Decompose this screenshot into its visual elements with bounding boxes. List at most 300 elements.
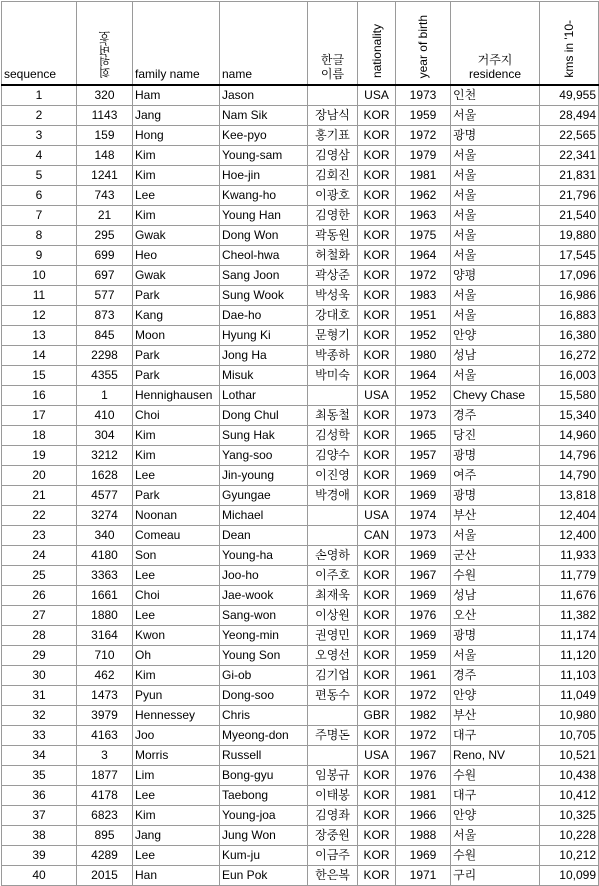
cell-kms[interactable]: 10,325 — [540, 806, 599, 826]
cell-family-name[interactable]: Lee — [133, 846, 220, 866]
cell-residence[interactable]: 광명 — [451, 486, 540, 506]
cell-kms[interactable]: 16,986 — [540, 286, 599, 306]
cell-family-name[interactable]: Gwak — [133, 266, 220, 286]
cell-nationality[interactable]: KOR — [358, 686, 396, 706]
cell-member-number[interactable]: 697 — [77, 266, 133, 286]
cell-name[interactable]: Jason — [220, 85, 308, 106]
cell-korean-name[interactable]: 손영하 — [308, 546, 358, 566]
cell-korean-name[interactable] — [308, 506, 358, 526]
cell-family-name[interactable]: Moon — [133, 326, 220, 346]
cell-korean-name[interactable]: 강대호 — [308, 306, 358, 326]
cell-family-name[interactable]: Ham — [133, 85, 220, 106]
cell-sequence[interactable]: 38 — [2, 826, 77, 846]
cell-residence[interactable]: 서울 — [451, 246, 540, 266]
cell-sequence[interactable]: 9 — [2, 246, 77, 266]
cell-sequence[interactable]: 20 — [2, 466, 77, 486]
cell-year-of-birth[interactable]: 1973 — [396, 406, 451, 426]
cell-korean-name[interactable]: 홍기표 — [308, 126, 358, 146]
cell-sequence[interactable]: 29 — [2, 646, 77, 666]
cell-family-name[interactable]: Park — [133, 366, 220, 386]
cell-nationality[interactable]: KOR — [358, 426, 396, 446]
cell-kms[interactable]: 49,955 — [540, 85, 599, 106]
cell-sequence[interactable]: 1 — [2, 85, 77, 106]
cell-residence[interactable]: 수원 — [451, 566, 540, 586]
cell-residence[interactable]: 부산 — [451, 706, 540, 726]
cell-family-name[interactable]: Park — [133, 486, 220, 506]
cell-korean-name[interactable]: 이태봉 — [308, 786, 358, 806]
cell-name[interactable]: Kee-pyo — [220, 126, 308, 146]
cell-kms[interactable]: 28,494 — [540, 106, 599, 126]
cell-nationality[interactable]: KOR — [358, 586, 396, 606]
cell-member-number[interactable]: 21 — [77, 206, 133, 226]
cell-member-number[interactable]: 4180 — [77, 546, 133, 566]
cell-year-of-birth[interactable]: 1963 — [396, 206, 451, 226]
cell-nationality[interactable]: KOR — [358, 766, 396, 786]
cell-sequence[interactable]: 33 — [2, 726, 77, 746]
cell-korean-name[interactable]: 박경애 — [308, 486, 358, 506]
cell-year-of-birth[interactable]: 1952 — [396, 326, 451, 346]
cell-year-of-birth[interactable]: 1959 — [396, 646, 451, 666]
cell-kms[interactable]: 14,796 — [540, 446, 599, 466]
cell-name[interactable]: Myeong-don — [220, 726, 308, 746]
cell-nationality[interactable]: USA — [358, 506, 396, 526]
cell-member-number[interactable]: 1 — [77, 386, 133, 406]
cell-sequence[interactable]: 40 — [2, 866, 77, 886]
cell-member-number[interactable]: 304 — [77, 426, 133, 446]
cell-nationality[interactable]: USA — [358, 85, 396, 106]
cell-korean-name[interactable] — [308, 85, 358, 106]
cell-nationality[interactable]: CAN — [358, 526, 396, 546]
cell-kms[interactable]: 12,400 — [540, 526, 599, 546]
cell-member-number[interactable]: 3 — [77, 746, 133, 766]
cell-member-number[interactable]: 6823 — [77, 806, 133, 826]
cell-nationality[interactable]: KOR — [358, 346, 396, 366]
cell-residence[interactable]: 오산 — [451, 606, 540, 626]
cell-nationality[interactable]: KOR — [358, 206, 396, 226]
cell-member-number[interactable]: 4178 — [77, 786, 133, 806]
cell-member-number[interactable]: 1241 — [77, 166, 133, 186]
cell-sequence[interactable]: 25 — [2, 566, 77, 586]
cell-kms[interactable]: 17,545 — [540, 246, 599, 266]
cell-year-of-birth[interactable]: 1981 — [396, 166, 451, 186]
cell-name[interactable]: Dong Chul — [220, 406, 308, 426]
cell-sequence[interactable]: 34 — [2, 746, 77, 766]
cell-korean-name[interactable]: 장중원 — [308, 826, 358, 846]
cell-year-of-birth[interactable]: 1979 — [396, 146, 451, 166]
cell-korean-name[interactable]: 허철화 — [308, 246, 358, 266]
cell-korean-name[interactable]: 이주호 — [308, 566, 358, 586]
cell-sequence[interactable]: 36 — [2, 786, 77, 806]
cell-nationality[interactable]: USA — [358, 746, 396, 766]
cell-korean-name[interactable]: 최동철 — [308, 406, 358, 426]
cell-year-of-birth[interactable]: 1972 — [396, 686, 451, 706]
cell-korean-name[interactable]: 이진영 — [308, 466, 358, 486]
cell-residence[interactable]: 구리 — [451, 866, 540, 886]
cell-nationality[interactable]: KOR — [358, 786, 396, 806]
cell-family-name[interactable]: Heo — [133, 246, 220, 266]
header-family-name[interactable]: family name — [133, 2, 220, 86]
cell-year-of-birth[interactable]: 1969 — [396, 486, 451, 506]
cell-nationality[interactable]: KOR — [358, 646, 396, 666]
cell-sequence[interactable]: 35 — [2, 766, 77, 786]
cell-sequence[interactable]: 17 — [2, 406, 77, 426]
header-residence[interactable]: 거주지 residence — [451, 2, 540, 86]
header-member-number[interactable]: 회원번호 — [77, 2, 133, 86]
cell-year-of-birth[interactable]: 1976 — [396, 606, 451, 626]
cell-kms[interactable]: 13,818 — [540, 486, 599, 506]
cell-korean-name[interactable]: 김회진 — [308, 166, 358, 186]
cell-residence[interactable]: 안양 — [451, 806, 540, 826]
cell-sequence[interactable]: 19 — [2, 446, 77, 466]
cell-member-number[interactable]: 3979 — [77, 706, 133, 726]
cell-kms[interactable]: 16,003 — [540, 366, 599, 386]
cell-family-name[interactable]: Kim — [133, 446, 220, 466]
cell-kms[interactable]: 16,272 — [540, 346, 599, 366]
cell-nationality[interactable]: KOR — [358, 806, 396, 826]
cell-member-number[interactable]: 1880 — [77, 606, 133, 626]
cell-residence[interactable]: 광명 — [451, 626, 540, 646]
cell-sequence[interactable]: 4 — [2, 146, 77, 166]
cell-member-number[interactable]: 410 — [77, 406, 133, 426]
cell-nationality[interactable]: KOR — [358, 486, 396, 506]
cell-name[interactable]: Yang-soo — [220, 446, 308, 466]
cell-sequence[interactable]: 3 — [2, 126, 77, 146]
cell-year-of-birth[interactable]: 1951 — [396, 306, 451, 326]
cell-kms[interactable]: 11,120 — [540, 646, 599, 666]
cell-year-of-birth[interactable]: 1988 — [396, 826, 451, 846]
cell-nationality[interactable]: KOR — [358, 726, 396, 746]
cell-sequence[interactable]: 5 — [2, 166, 77, 186]
cell-residence[interactable]: 성남 — [451, 346, 540, 366]
cell-korean-name[interactable]: 한은복 — [308, 866, 358, 886]
cell-member-number[interactable]: 295 — [77, 226, 133, 246]
cell-family-name[interactable]: Kwon — [133, 626, 220, 646]
cell-name[interactable]: Lothar — [220, 386, 308, 406]
cell-family-name[interactable]: Morris — [133, 746, 220, 766]
cell-year-of-birth[interactable]: 1976 — [396, 766, 451, 786]
cell-korean-name[interactable] — [308, 746, 358, 766]
cell-family-name[interactable]: Hennighausen — [133, 386, 220, 406]
cell-name[interactable]: Michael — [220, 506, 308, 526]
cell-year-of-birth[interactable]: 1982 — [396, 706, 451, 726]
cell-year-of-birth[interactable]: 1964 — [396, 366, 451, 386]
cell-korean-name[interactable]: 김양수 — [308, 446, 358, 466]
cell-nationality[interactable]: KOR — [358, 186, 396, 206]
cell-year-of-birth[interactable]: 1957 — [396, 446, 451, 466]
cell-sequence[interactable]: 24 — [2, 546, 77, 566]
cell-name[interactable]: Young-sam — [220, 146, 308, 166]
cell-residence[interactable]: 수원 — [451, 846, 540, 866]
cell-year-of-birth[interactable]: 1969 — [396, 546, 451, 566]
cell-family-name[interactable]: Han — [133, 866, 220, 886]
cell-name[interactable]: Russell — [220, 746, 308, 766]
cell-korean-name[interactable] — [308, 526, 358, 546]
cell-nationality[interactable]: KOR — [358, 126, 396, 146]
cell-nationality[interactable]: KOR — [358, 606, 396, 626]
cell-sequence[interactable]: 28 — [2, 626, 77, 646]
cell-korean-name[interactable]: 박성욱 — [308, 286, 358, 306]
cell-sequence[interactable]: 31 — [2, 686, 77, 706]
cell-kms[interactable]: 15,580 — [540, 386, 599, 406]
cell-family-name[interactable]: Noonan — [133, 506, 220, 526]
cell-nationality[interactable]: KOR — [358, 626, 396, 646]
cell-nationality[interactable]: KOR — [358, 286, 396, 306]
header-kms[interactable]: kms in '10- — [540, 2, 599, 86]
cell-family-name[interactable]: Kim — [133, 146, 220, 166]
cell-name[interactable]: Sung Hak — [220, 426, 308, 446]
cell-nationality[interactable]: GBR — [358, 706, 396, 726]
cell-sequence[interactable]: 14 — [2, 346, 77, 366]
cell-korean-name[interactable]: 김영한 — [308, 206, 358, 226]
cell-kms[interactable]: 10,212 — [540, 846, 599, 866]
cell-kms[interactable]: 16,883 — [540, 306, 599, 326]
cell-sequence[interactable]: 18 — [2, 426, 77, 446]
cell-member-number[interactable]: 462 — [77, 666, 133, 686]
cell-name[interactable]: Chris — [220, 706, 308, 726]
cell-name[interactable]: Young-ha — [220, 546, 308, 566]
cell-korean-name[interactable]: 최재욱 — [308, 586, 358, 606]
cell-residence[interactable]: 서울 — [451, 646, 540, 666]
cell-residence[interactable]: 군산 — [451, 546, 540, 566]
cell-family-name[interactable]: Lee — [133, 606, 220, 626]
cell-name[interactable]: Joo-ho — [220, 566, 308, 586]
cell-member-number[interactable]: 743 — [77, 186, 133, 206]
cell-residence[interactable]: Chevy Chase — [451, 386, 540, 406]
cell-year-of-birth[interactable]: 1967 — [396, 566, 451, 586]
cell-nationality[interactable]: KOR — [358, 166, 396, 186]
cell-family-name[interactable]: Gwak — [133, 226, 220, 246]
cell-name[interactable]: Kwang-ho — [220, 186, 308, 206]
cell-family-name[interactable]: Lee — [133, 566, 220, 586]
cell-residence[interactable]: 서울 — [451, 306, 540, 326]
cell-kms[interactable]: 14,790 — [540, 466, 599, 486]
cell-name[interactable]: Young Son — [220, 646, 308, 666]
cell-family-name[interactable]: Park — [133, 286, 220, 306]
cell-family-name[interactable]: Kim — [133, 426, 220, 446]
cell-year-of-birth[interactable]: 1983 — [396, 286, 451, 306]
cell-name[interactable]: Hyung Ki — [220, 326, 308, 346]
cell-member-number[interactable]: 159 — [77, 126, 133, 146]
cell-nationality[interactable]: USA — [358, 386, 396, 406]
cell-member-number[interactable]: 4355 — [77, 366, 133, 386]
cell-residence[interactable]: 서울 — [451, 206, 540, 226]
cell-korean-name[interactable]: 이광호 — [308, 186, 358, 206]
cell-sequence[interactable]: 12 — [2, 306, 77, 326]
cell-korean-name[interactable]: 곽동원 — [308, 226, 358, 246]
cell-korean-name[interactable]: 임봉규 — [308, 766, 358, 786]
cell-kms[interactable]: 10,521 — [540, 746, 599, 766]
cell-kms[interactable]: 17,096 — [540, 266, 599, 286]
cell-kms[interactable]: 21,831 — [540, 166, 599, 186]
cell-korean-name[interactable]: 김기업 — [308, 666, 358, 686]
cell-kms[interactable]: 11,676 — [540, 586, 599, 606]
cell-member-number[interactable]: 1143 — [77, 106, 133, 126]
cell-member-number[interactable]: 699 — [77, 246, 133, 266]
cell-korean-name[interactable]: 주명돈 — [308, 726, 358, 746]
cell-year-of-birth[interactable]: 1980 — [396, 346, 451, 366]
cell-nationality[interactable]: KOR — [358, 406, 396, 426]
cell-year-of-birth[interactable]: 1965 — [396, 426, 451, 446]
cell-sequence[interactable]: 10 — [2, 266, 77, 286]
cell-member-number[interactable]: 320 — [77, 85, 133, 106]
header-name[interactable]: name — [220, 2, 308, 86]
cell-korean-name[interactable]: 박미숙 — [308, 366, 358, 386]
cell-sequence[interactable]: 7 — [2, 206, 77, 226]
cell-family-name[interactable]: Oh — [133, 646, 220, 666]
cell-name[interactable]: Misuk — [220, 366, 308, 386]
cell-member-number[interactable]: 710 — [77, 646, 133, 666]
cell-nationality[interactable]: KOR — [358, 266, 396, 286]
cell-residence[interactable]: Reno, NV — [451, 746, 540, 766]
cell-name[interactable]: Sang Joon — [220, 266, 308, 286]
cell-kms[interactable]: 21,796 — [540, 186, 599, 206]
cell-year-of-birth[interactable]: 1973 — [396, 85, 451, 106]
cell-year-of-birth[interactable]: 1959 — [396, 106, 451, 126]
cell-korean-name[interactable]: 이금주 — [308, 846, 358, 866]
cell-member-number[interactable]: 2015 — [77, 866, 133, 886]
cell-residence[interactable]: 서울 — [451, 226, 540, 246]
cell-member-number[interactable]: 577 — [77, 286, 133, 306]
cell-member-number[interactable]: 148 — [77, 146, 133, 166]
cell-family-name[interactable]: Joo — [133, 726, 220, 746]
cell-kms[interactable]: 21,540 — [540, 206, 599, 226]
cell-sequence[interactable]: 37 — [2, 806, 77, 826]
cell-year-of-birth[interactable]: 1969 — [396, 466, 451, 486]
cell-korean-name[interactable]: 김영좌 — [308, 806, 358, 826]
cell-name[interactable]: Young Han — [220, 206, 308, 226]
cell-member-number[interactable]: 3212 — [77, 446, 133, 466]
cell-kms[interactable]: 10,228 — [540, 826, 599, 846]
cell-residence[interactable]: 광명 — [451, 446, 540, 466]
cell-sequence[interactable]: 2 — [2, 106, 77, 126]
cell-family-name[interactable]: Hennessey — [133, 706, 220, 726]
cell-sequence[interactable]: 6 — [2, 186, 77, 206]
cell-sequence[interactable]: 26 — [2, 586, 77, 606]
cell-nationality[interactable]: KOR — [358, 866, 396, 886]
cell-residence[interactable]: 인천 — [451, 85, 540, 106]
cell-sequence[interactable]: 13 — [2, 326, 77, 346]
cell-member-number[interactable]: 1628 — [77, 466, 133, 486]
cell-residence[interactable]: 부산 — [451, 506, 540, 526]
cell-name[interactable]: Dong Won — [220, 226, 308, 246]
cell-residence[interactable]: 경주 — [451, 666, 540, 686]
cell-family-name[interactable]: Lee — [133, 466, 220, 486]
cell-year-of-birth[interactable]: 1961 — [396, 666, 451, 686]
cell-member-number[interactable]: 845 — [77, 326, 133, 346]
cell-year-of-birth[interactable]: 1974 — [396, 506, 451, 526]
cell-sequence[interactable]: 15 — [2, 366, 77, 386]
cell-family-name[interactable]: Son — [133, 546, 220, 566]
cell-member-number[interactable]: 4577 — [77, 486, 133, 506]
cell-kms[interactable]: 19,880 — [540, 226, 599, 246]
cell-sequence[interactable]: 16 — [2, 386, 77, 406]
cell-name[interactable]: Taebong — [220, 786, 308, 806]
header-year-of-birth[interactable]: year of birth — [396, 2, 451, 86]
cell-nationality[interactable]: KOR — [358, 826, 396, 846]
cell-sequence[interactable]: 8 — [2, 226, 77, 246]
cell-nationality[interactable]: KOR — [358, 666, 396, 686]
cell-residence[interactable]: 서울 — [451, 526, 540, 546]
cell-residence[interactable]: 성남 — [451, 586, 540, 606]
cell-name[interactable]: Dean — [220, 526, 308, 546]
cell-member-number[interactable]: 340 — [77, 526, 133, 546]
cell-sequence[interactable]: 32 — [2, 706, 77, 726]
cell-korean-name[interactable]: 곽상준 — [308, 266, 358, 286]
cell-name[interactable]: Nam Sik — [220, 106, 308, 126]
cell-kms[interactable]: 11,779 — [540, 566, 599, 586]
cell-residence[interactable]: 대구 — [451, 726, 540, 746]
cell-name[interactable]: Kum-ju — [220, 846, 308, 866]
cell-year-of-birth[interactable]: 1964 — [396, 246, 451, 266]
cell-residence[interactable]: 서울 — [451, 366, 540, 386]
cell-korean-name[interactable]: 장남식 — [308, 106, 358, 126]
cell-kms[interactable]: 10,099 — [540, 866, 599, 886]
cell-name[interactable]: Gyungae — [220, 486, 308, 506]
cell-residence[interactable]: 여주 — [451, 466, 540, 486]
cell-kms[interactable]: 11,049 — [540, 686, 599, 706]
cell-kms[interactable]: 14,960 — [540, 426, 599, 446]
cell-name[interactable]: Eun Pok — [220, 866, 308, 886]
cell-korean-name[interactable]: 권영민 — [308, 626, 358, 646]
cell-name[interactable]: Gi-ob — [220, 666, 308, 686]
cell-nationality[interactable]: KOR — [358, 106, 396, 126]
cell-kms[interactable]: 11,103 — [540, 666, 599, 686]
cell-korean-name[interactable]: 박종하 — [308, 346, 358, 366]
cell-name[interactable]: Young-joa — [220, 806, 308, 826]
cell-residence[interactable]: 서울 — [451, 106, 540, 126]
cell-residence[interactable]: 안양 — [451, 686, 540, 706]
cell-family-name[interactable]: Jang — [133, 106, 220, 126]
cell-nationality[interactable]: KOR — [358, 446, 396, 466]
cell-kms[interactable]: 10,438 — [540, 766, 599, 786]
cell-sequence[interactable]: 22 — [2, 506, 77, 526]
cell-year-of-birth[interactable]: 1962 — [396, 186, 451, 206]
cell-kms[interactable]: 22,341 — [540, 146, 599, 166]
cell-name[interactable]: Dae-ho — [220, 306, 308, 326]
cell-name[interactable]: Hoe-jin — [220, 166, 308, 186]
cell-family-name[interactable]: Hong — [133, 126, 220, 146]
cell-nationality[interactable]: KOR — [358, 246, 396, 266]
cell-sequence[interactable]: 30 — [2, 666, 77, 686]
cell-member-number[interactable]: 895 — [77, 826, 133, 846]
cell-sequence[interactable]: 27 — [2, 606, 77, 626]
cell-year-of-birth[interactable]: 1972 — [396, 126, 451, 146]
cell-member-number[interactable]: 4163 — [77, 726, 133, 746]
cell-year-of-birth[interactable]: 1969 — [396, 846, 451, 866]
header-nationality[interactable]: nationality — [358, 2, 396, 86]
cell-nationality[interactable]: KOR — [358, 326, 396, 346]
cell-nationality[interactable]: KOR — [358, 846, 396, 866]
cell-residence[interactable]: 수원 — [451, 766, 540, 786]
cell-family-name[interactable]: Kim — [133, 666, 220, 686]
cell-kms[interactable]: 11,933 — [540, 546, 599, 566]
cell-member-number[interactable]: 1661 — [77, 586, 133, 606]
cell-korean-name[interactable]: 문형기 — [308, 326, 358, 346]
cell-member-number[interactable]: 3274 — [77, 506, 133, 526]
cell-korean-name[interactable]: 김성학 — [308, 426, 358, 446]
cell-member-number[interactable]: 3164 — [77, 626, 133, 646]
cell-kms[interactable]: 10,980 — [540, 706, 599, 726]
cell-year-of-birth[interactable]: 1969 — [396, 586, 451, 606]
cell-kms[interactable]: 16,380 — [540, 326, 599, 346]
cell-family-name[interactable]: Kang — [133, 306, 220, 326]
cell-korean-name[interactable]: 이상원 — [308, 606, 358, 626]
cell-nationality[interactable]: KOR — [358, 366, 396, 386]
cell-kms[interactable]: 12,404 — [540, 506, 599, 526]
cell-nationality[interactable]: KOR — [358, 566, 396, 586]
cell-family-name[interactable]: Choi — [133, 586, 220, 606]
cell-year-of-birth[interactable]: 1971 — [396, 866, 451, 886]
